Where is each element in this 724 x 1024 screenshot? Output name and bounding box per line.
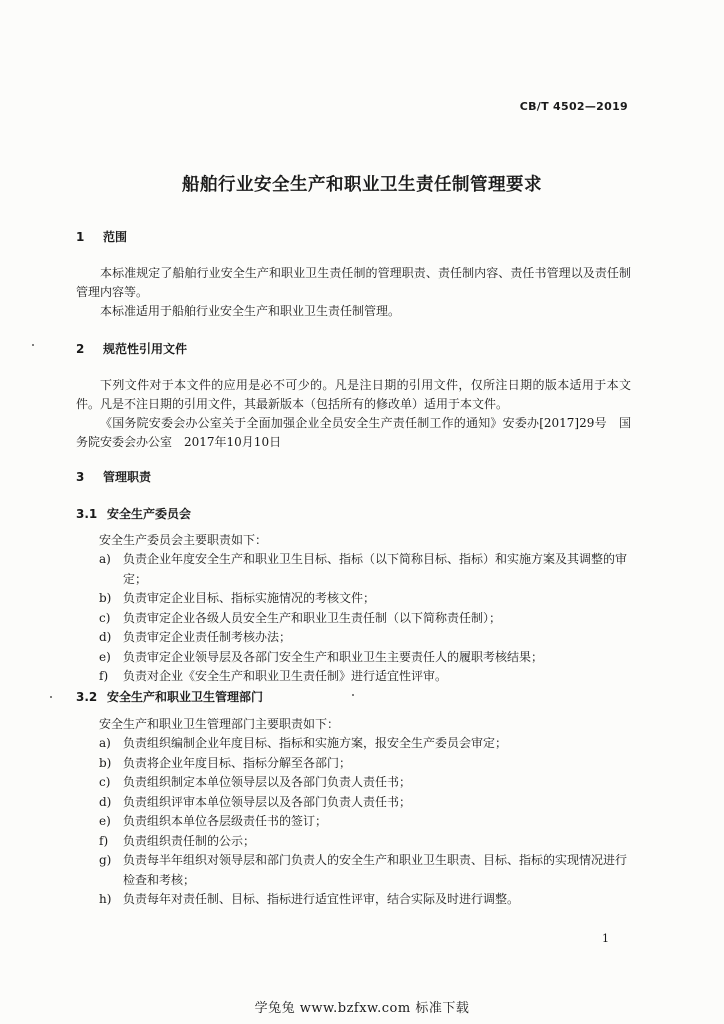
section-number: 1 — [76, 230, 85, 244]
section-title: 管理职责 — [103, 470, 152, 484]
subsection-number: 3.1 — [76, 507, 98, 521]
list-item — [76, 628, 636, 648]
list-marker: g) — [99, 853, 112, 867]
subsection-3-2-heading — [76, 688, 263, 705]
list-marker: c) — [99, 610, 111, 625]
list-marker: b) — [99, 755, 112, 770]
list-item-text: 负责组织评审本单位领导层以及各部门负责人责任书； — [123, 794, 412, 809]
subsection-title: 安全生产委员会 — [107, 507, 192, 521]
list-item-text: 负责每年对责任制、目标、指标进行适宜性评审，结合实际及时进行调整。 — [123, 892, 520, 906]
list-item — [76, 648, 636, 668]
scan-speck — [32, 344, 34, 346]
section-title: 范围 — [103, 230, 128, 244]
list-item — [76, 589, 636, 609]
list-item-text: 负责每半年组织对领导层和部门负责人的安全生产和职业卫生职责、目标、指标的实现情况进行检查和考核； — [123, 853, 628, 887]
section-1-paragraph-2: 本标准适用于船舶行业安全生产和职业卫生责任制管理。 — [100, 304, 401, 318]
list-item — [76, 851, 636, 890]
list-item-text: 负责组织制定本单位领导层以及各部门负责人责任书； — [123, 775, 412, 789]
list-item — [76, 890, 636, 910]
list-item — [76, 793, 636, 813]
subsection-3-1-heading — [76, 505, 191, 522]
list-item-text: 负责审定企业领导层及各部门安全生产和职业卫生主要责任人的履职考核结果； — [123, 649, 544, 664]
list-item-text: 负责组织编制企业年度目标、指标和实施方案，报安全生产委员会审定； — [123, 736, 508, 750]
list-marker: c) — [99, 775, 111, 789]
list-item — [76, 667, 636, 687]
list-marker: f) — [99, 833, 109, 848]
section-3-heading — [76, 468, 151, 485]
scan-speck — [50, 696, 52, 698]
subsection-title: 安全生产和职业卫生管理部门 — [107, 690, 264, 704]
list-item-text: 负责将企业年度目标、指标分解至各部门； — [123, 755, 352, 770]
section-2-paragraph-1: 下列文件对于本文件的应用是必不可少的。凡是注日期的引用文件，仅所注日期的版本适用于本文件。凡是不注日期的引用文件，其最新版本（包括所有的修改单）适用于本文件。 — [76, 378, 631, 411]
list-marker: a) — [99, 736, 111, 750]
subsection-3-1-list — [76, 550, 636, 687]
list-item-text: 负责审定企业责任制考核办法； — [123, 630, 292, 644]
page-number: 1 — [602, 932, 609, 945]
section-number: 3 — [76, 470, 85, 484]
list-marker: d) — [99, 794, 112, 809]
list-item — [76, 812, 636, 832]
list-marker: d) — [99, 630, 112, 644]
subsection-3-2-intro: 安全生产和职业卫生管理部门主要职责如下： — [99, 717, 340, 731]
section-1-paragraph-1: 本标准规定了船舶行业安全生产和职业卫生责任制的管理职责、责任制内容、责任书管理以及责任制管理内容等。 — [76, 266, 631, 299]
list-item-text: 负责对企业《安全生产和职业卫生责任制》进行适宜性评审。 — [123, 669, 448, 683]
list-marker: h) — [99, 892, 112, 906]
list-marker: f) — [99, 669, 109, 683]
section-1-heading — [76, 228, 127, 245]
section-2-paragraph-2: 《国务院安委会办公室关于全面加强企业全员安全生产责任制工作的通知》安委办[2017]29号 国务院安委会办公室 2017年10月10日 — [76, 416, 631, 449]
section-title: 规范性引用文件 — [103, 342, 188, 356]
list-item — [76, 550, 636, 589]
list-item — [76, 734, 636, 754]
list-item-text: 负责组织责任制的公示； — [123, 833, 256, 848]
list-item-text: 负责组织本单位各层级责任书的签订； — [123, 814, 328, 828]
subsection-3-2-list — [76, 734, 636, 910]
subsection-3-1-intro: 安全生产委员会主要职责如下： — [99, 533, 268, 547]
subsection-number: 3.2 — [76, 690, 98, 704]
list-item — [76, 754, 636, 774]
list-item — [76, 832, 636, 852]
footer-watermark[interactable]: 学兔兔 www.bzfxw.com 标准下载 — [254, 1001, 470, 1016]
list-item-text: 负责企业年度安全生产和职业卫生目标、指标（以下简称目标、指标）和实施方案及其调整的审定； — [123, 552, 628, 586]
list-item-text: 负责审定企业各级人员安全生产和职业卫生责任制（以下简称责任制）； — [123, 610, 502, 625]
section-2-heading — [76, 340, 187, 357]
list-marker: a) — [99, 552, 111, 566]
standard-code: CB/T 4502—2019 — [519, 100, 628, 113]
list-marker: e) — [99, 814, 111, 828]
list-marker: e) — [99, 649, 111, 664]
list-item — [76, 609, 636, 629]
scan-speck — [352, 694, 354, 696]
section-number: 2 — [76, 342, 85, 356]
list-item-text: 负责审定企业目标、指标实施情况的考核文件； — [123, 591, 376, 605]
list-item — [76, 773, 636, 793]
document-title: 船舶行业安全生产和职业卫生责任制管理要求 — [182, 175, 542, 195]
list-marker: b) — [99, 591, 112, 605]
